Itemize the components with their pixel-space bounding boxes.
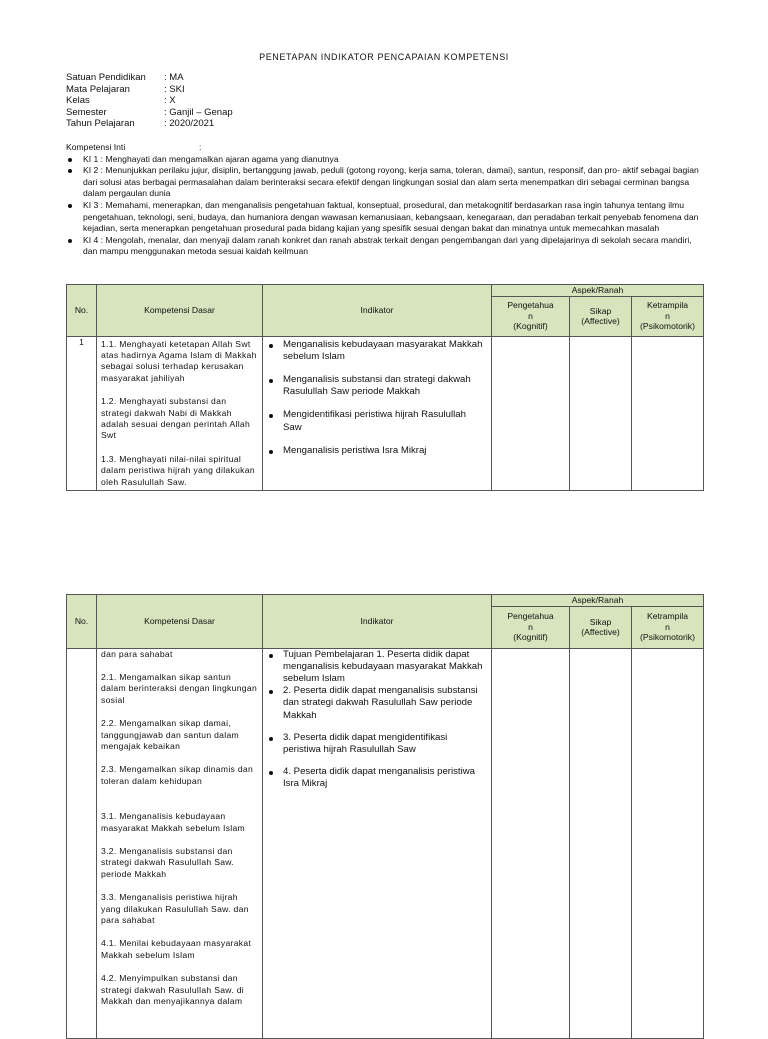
kd-item: 1.2. Menghayati substansi dan strategi dakwah Nabi di Makkah adalah sesuai dengan perintah Allah Swt (101, 396, 251, 441)
ki-item: KI 4 : Mengolah, menalar, dan menyaji dalam ranah konkret dan ranah abstrak terkait dengan pengembangan dari yang dipelajarinya di sekolah secara mandiri, dan mampu menggunakan metoda sesuai kaidah keilmuan (66, 235, 706, 258)
meta-row (66, 95, 233, 107)
indikator-item: 2. Peserta didik dapat menganalisis substansi dan strategi dakwah Rasulullah Saw periode Makkah (267, 685, 487, 722)
sikap-cell (570, 648, 632, 1038)
indikator-list (267, 649, 487, 791)
row-number (67, 648, 97, 1038)
header-no: No. (67, 595, 97, 649)
meta-value: : Ganjil – Genap (164, 106, 233, 118)
header-keterampilan: Ketrampila n (Psikomotorik) (632, 606, 704, 648)
meta-row (66, 84, 233, 96)
kd-item: 2.1. Mengamalkan sikap santun dalam berinteraksi dengan lingkungan sosial (101, 671, 258, 705)
header-keterampilan: Ketrampila n (Psikomotorik) (632, 296, 704, 336)
meta-key: Mata Pelajaran (66, 83, 130, 95)
kd-item: 1.3. Menghayati nilai-nilai spiritual dalam peristiwa hijrah yang dilakukan oleh Rasulullah Saw. (101, 453, 255, 487)
meta-value: : MA (164, 72, 184, 83)
page-title: PENETAPAN INDIKATOR PENCAPAIAN KOMPETENSI (259, 52, 509, 62)
pengetahuan-cell (492, 648, 570, 1038)
indikator-list (267, 339, 487, 457)
indikator-item: Menganalisis peristiwa Isra Mikraj (267, 445, 487, 457)
header-kompetensi-dasar: Kompetensi Dasar (97, 285, 263, 337)
kd-item: 4.1. Menilai kebudayaan masyarakat Makkah sebelum Islam (101, 938, 252, 960)
kd-item: 3.2. Menganalisis substansi dan strategi dakwah Rasulullah Saw. periode Makkah (101, 845, 235, 879)
header-kompetensi-dasar: Kompetensi Dasar (97, 595, 263, 649)
meta-key: Semester (66, 106, 107, 118)
kd-item: 3.3. Menganalisis peristiwa hijrah yang dilakukan Rasulullah Saw. dan para sahabat (101, 892, 249, 925)
meta-key: Kelas (66, 95, 90, 107)
header-sikap: Sikap (Affective) (570, 606, 632, 648)
keterampilan-cell (632, 648, 704, 1038)
meta-value: : 2020/2021 (164, 118, 215, 130)
kd-item: 1.1. Menghayati ketetapan Allah Swt atas hadirnya Agama Islam di Makkah sebagai solusi terhadap kerusakan masyarakat jahiliyah (101, 338, 257, 383)
meta-key: Tahun Pelajaran (66, 118, 135, 130)
kompetensi-dasar-cell (97, 648, 263, 1038)
indikator-item: 4. Peserta didik dapat menganalisis peristiwa Isra Mikraj (267, 766, 487, 790)
header-sikap: Sikap (Affective) (570, 296, 632, 336)
row-number: 1 (67, 336, 97, 490)
kd-item: 2.3. Mengamalkan sikap dinamis dan toleran dalam kehidupan (101, 764, 254, 786)
kd-item: dan para sahabat (101, 648, 173, 659)
kd-item: 2.2. Mengamalkan sikap damai, tanggungjawab dan santun dalam mengajak kebaikan (101, 718, 240, 751)
indikator-item: 3. Peserta didik dapat mengidentifikasi peristiwa hijrah Rasulullah Saw (267, 732, 487, 756)
kompetensi-inti-section (66, 142, 706, 258)
ki-item: KI 2 : Menunjukkan perilaku jujur, disiplin, bertanggung jawab, peduli (gotong royong, kerja sama, toleran, damai), santun, responsif, dan pro- aktif sebagai bagian dari solusi atas berbagai permasalahan dalam berinteraksi secara efektif dengan lingkungan sosial dan alam serta menempatkan diri sebagai cerminan bangsa dalam pergaulan dunia (66, 165, 706, 200)
pengetahuan-cell (492, 336, 570, 490)
header-pengetahuan: Pengetahua n (Kognitif) (492, 296, 570, 336)
header-aspek-ranah: Aspek/Ranah (492, 595, 704, 607)
header-aspek-ranah: Aspek/Ranah (492, 285, 704, 297)
indikator-cell (263, 648, 492, 1038)
ki-colon: : (199, 142, 202, 152)
indicator-table-2 (66, 594, 704, 1039)
ki-item: KI 3 : Memahami, menerapkan, dan menganalisis pengetahuan faktual, konseptual, prosedural, dan metakognitif berdasarkan rasa ingin tahunya tentang ilmu pengetahuan, teknologi, seni, budaya, dan humaniora dengan wawasan kemanusiaan, kebangsaan, kenegaraan, dan peradaban terkait penyebab fenomena dan kejadian, serta menerapkan pengetahuan prosedural pada bidang kajian yang spesifik sesuai dengan bakat dan minatnya untuk memecahkan masalah (66, 200, 706, 235)
indikator-item: Menganalisis substansi dan strategi dakwah Rasulullah Saw periode Makkah (267, 374, 487, 398)
meta-row (66, 118, 233, 130)
table-row (67, 336, 704, 490)
header-indikator: Indikator (263, 595, 492, 649)
header-no: No. (67, 285, 97, 337)
table-row (67, 648, 704, 1038)
indikator-cell (263, 336, 492, 490)
ki-heading: Kompetensi Inti (66, 142, 126, 152)
meta-row (66, 72, 233, 84)
indikator-item: Mengidentifikasi peristiwa hijrah Rasulullah Saw (267, 409, 487, 433)
kd-item: 4.2. Menyimpulkan substansi dan strategi dakwah Rasulullah Saw. di Makkah dan menyajikannya dalam (101, 973, 244, 1007)
ki-list (66, 154, 706, 258)
meta-value: : X (164, 95, 176, 107)
indicator-table-1 (66, 284, 704, 491)
meta-key: Satuan Pendidikan (66, 72, 146, 83)
ki-heading-row (66, 142, 706, 154)
meta-row (66, 107, 233, 119)
ki-item: KI 1 : Menghayati dan mengamalkan ajaran agama yang dianutnya (66, 154, 706, 166)
meta-value: : SKI (164, 83, 185, 95)
indikator-item: Menganalisis kebudayaan masyarakat Makkah sebelum Islam (267, 339, 487, 363)
sikap-cell (570, 336, 632, 490)
header-pengetahuan: Pengetahua n (Kognitif) (492, 606, 570, 648)
kompetensi-dasar-cell (97, 336, 263, 490)
kd-item: 3.1. Menganalisis kebudayaan masyarakat Makkah sebelum Islam (101, 811, 245, 833)
keterampilan-cell (632, 336, 704, 490)
identity-block (66, 72, 233, 130)
indikator-item: Tujuan Pembelajaran 1. Peserta didik dapat menganalisis kebudayaan masyarakat Makkah sebelum Islam (267, 649, 487, 686)
header-indikator: Indikator (263, 285, 492, 337)
